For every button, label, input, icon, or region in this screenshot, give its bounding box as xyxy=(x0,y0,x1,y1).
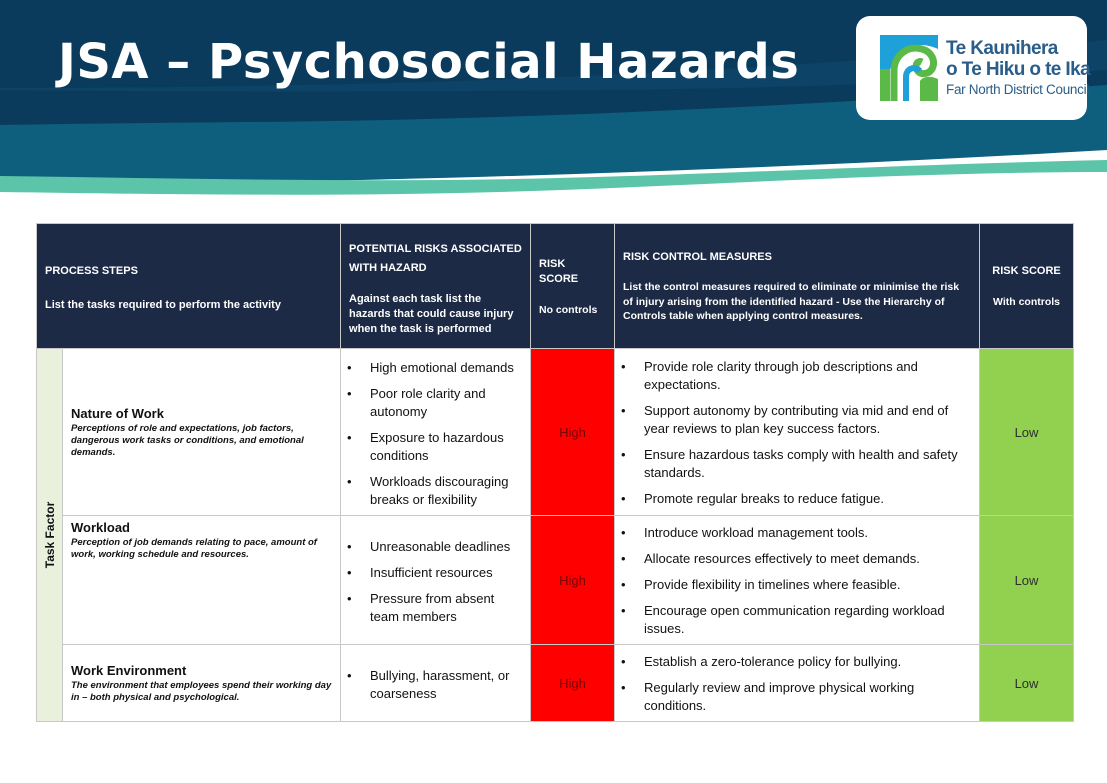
header-risks-title: POTENTIAL RISKS ASSOCIATED WITH HAZARD xyxy=(349,243,522,274)
header-score-before-title: RISK SCORE xyxy=(539,257,579,285)
header-controls-title: RISK CONTROL MEASURES xyxy=(623,251,772,264)
koru-logo-icon xyxy=(880,35,938,101)
risk-item: • High emotional demands xyxy=(341,359,524,377)
risk-item: • Insufficient resources xyxy=(341,564,524,582)
control-item: • Promote regular breaks to reduce fatigue. xyxy=(615,490,973,508)
controls-list xyxy=(615,653,973,715)
page-title: JSA – Psychosocial Hazards xyxy=(58,34,800,90)
header-row xyxy=(37,224,1074,349)
risks-list xyxy=(341,359,524,509)
header-risk-score-after xyxy=(980,224,1074,349)
council-logo xyxy=(856,16,1091,120)
control-item: • Allocate resources effectively to meet demands. xyxy=(615,550,973,568)
risk-item: • Pressure from absent team members xyxy=(341,590,524,626)
table-row xyxy=(37,349,1074,516)
risk-item: • Workloads discouraging breaks or flexibility xyxy=(341,473,524,509)
header-process-steps xyxy=(37,224,341,349)
table-row xyxy=(37,516,1074,645)
process-step-cell xyxy=(63,516,341,645)
controls-cell xyxy=(615,645,980,722)
header-score-after-title: RISK SCORE xyxy=(992,265,1061,277)
factor-title: Work Environment xyxy=(71,662,187,678)
factor-description: The environment that employees spend their working day in – both physical and psychological. xyxy=(71,679,332,703)
risks-list xyxy=(341,667,524,703)
factor-description: Perception of job demands relating to pace, amount of work, working schedule and resources. xyxy=(71,537,317,560)
jsa-table xyxy=(36,223,1074,722)
table-row xyxy=(37,645,1074,722)
risks-cell xyxy=(341,645,531,722)
risk-score-with-controls: Low xyxy=(980,349,1074,516)
task-factor-side-cell xyxy=(37,349,63,722)
logo-line-2: o Te Hiku o te Ika xyxy=(946,59,1091,80)
risk-score-with-controls: Low xyxy=(980,516,1074,645)
logo-wordmark xyxy=(946,38,1090,100)
process-step-cell xyxy=(63,349,341,516)
risks-cell xyxy=(341,349,531,516)
risk-item: • Poor role clarity and autonomy xyxy=(341,385,524,421)
control-item: • Encourage open communication regarding workload issues. xyxy=(615,602,973,638)
control-item: • Regularly review and improve physical working conditions. xyxy=(615,679,973,715)
header-potential-risks xyxy=(341,224,531,349)
header-risk-control-measures xyxy=(615,224,980,349)
risk-score-with-controls: Low xyxy=(980,645,1074,722)
risks-cell xyxy=(341,516,531,645)
control-item: • Support autonomy by contributing via mid and end of year reviews to plan key success factors. xyxy=(615,402,973,438)
control-item: • Provide role clarity through job descriptions and expectations. xyxy=(615,358,973,394)
header-process-title: PROCESS STEPS xyxy=(45,264,138,277)
control-item: • Introduce workload management tools. xyxy=(615,524,973,542)
controls-list xyxy=(615,524,973,638)
header-process-sub: List the tasks required to perform the activity xyxy=(45,298,281,311)
risk-item: • Unreasonable deadlines xyxy=(341,538,524,556)
header-risk-score-before xyxy=(531,224,615,349)
risk-score-no-controls: High xyxy=(531,645,615,722)
header-controls-sub: List the control measures required to eliminate or minimise the risk of injury arising from the identified hazard - Use the Hierarchy of Controls table when applying control measures. xyxy=(623,281,960,323)
controls-list xyxy=(615,358,973,508)
controls-cell xyxy=(615,349,980,516)
control-item: • Establish a zero-tolerance policy for bullying. xyxy=(615,653,973,671)
factor-title: Nature of Work xyxy=(71,405,164,421)
risk-score-no-controls: High xyxy=(531,349,615,516)
risk-item: • Bullying, harassment, or coarseness xyxy=(341,667,524,703)
risk-score-no-controls: High xyxy=(531,516,615,645)
control-item: • Ensure hazardous tasks comply with health and safety standards. xyxy=(615,446,973,482)
header-risks-sub: Against each task list the hazards that could cause injury when the task is performed xyxy=(349,293,514,335)
control-item: • Provide flexibility in timelines where feasible. xyxy=(615,576,973,594)
factor-description: Perceptions of role and expectations, job factors, dangerous work tasks or conditions, and emotional demands. xyxy=(71,422,304,458)
logo-line-1: Te Kaunihera xyxy=(946,38,1058,59)
logo-line-3: Far North District Council xyxy=(946,82,1089,97)
risk-item: • Exposure to hazardous conditions xyxy=(341,429,524,465)
factor-title: Workload xyxy=(71,520,130,535)
task-factor-label: Task Factor xyxy=(42,501,57,569)
header-score-after-sub: With controls xyxy=(993,296,1060,308)
risks-list xyxy=(341,538,524,626)
header-score-before-sub: No controls xyxy=(539,303,598,316)
controls-cell xyxy=(615,516,980,645)
process-step-cell xyxy=(63,645,341,722)
